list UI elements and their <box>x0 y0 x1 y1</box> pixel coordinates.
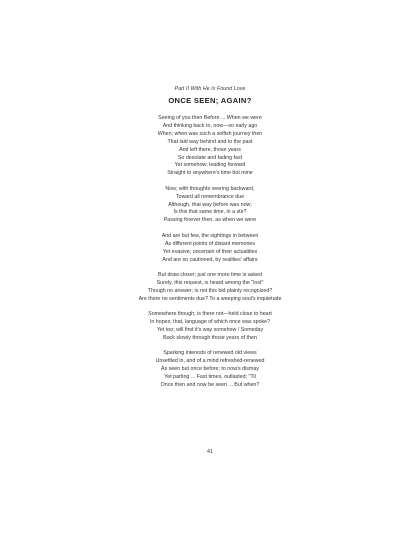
poem-line: As different points of distant memories <box>165 240 255 247</box>
page-number: 41 <box>207 449 213 455</box>
poem-line: And thinking back to, now—so early ago <box>162 122 258 129</box>
poem-line: Yet evasive; uncertain of their actualities <box>162 248 258 255</box>
poem-line: Unsettled in, and of a mind refreshed-renewed <box>155 358 265 365</box>
stanza <box>0 186 420 226</box>
poem-line: Are there no sentiments due? To a weeping soul's inquietude <box>138 295 282 302</box>
poem-line: Yet somehow; leading forward <box>174 162 246 169</box>
stanza <box>0 350 420 390</box>
poem-line: Passing forever then, as when we were <box>163 217 257 224</box>
poem-line: And are but few, the sightings in between <box>161 232 259 239</box>
stanza <box>0 115 420 178</box>
section-label: Part II With He Is Found Love <box>174 86 246 92</box>
poem-line: As seen but once before; to now's dismay <box>161 365 259 372</box>
poem-line: And left there, those years <box>179 146 241 153</box>
poem-line: Though no answer; is not this bid plainly recognized? <box>147 287 273 294</box>
poem-line: Somewhere though; is there not—held close to heart <box>148 311 272 318</box>
poem-line: Yet parting ... Fast times, outlasted; "Til <box>164 373 256 380</box>
poem-line: But draw closer; just one more time is asked <box>158 271 262 278</box>
poem-line: When; when was such a selfish journey then <box>157 130 263 137</box>
poem-line: Although, that way before was now; <box>168 201 252 208</box>
poem-line: Yet too; will find it's way somehow / Someday <box>156 326 264 333</box>
stanza <box>0 311 420 343</box>
stanza <box>0 272 420 304</box>
poem-line: Straight to anywhere's time but mine <box>167 170 253 177</box>
poem-line: And are so cautioned, by realities' affairs <box>162 256 258 263</box>
poem-line: Is this that same time, in a stir? <box>173 209 247 216</box>
poem-line: Once then and now be seen ... But when? <box>160 381 260 388</box>
poem-line: Surely, this request, is heard among the "lost" <box>156 279 264 286</box>
poem-line: That laid way behind and to the past <box>167 138 253 145</box>
poem-title: ONCE SEEN; AGAIN? <box>168 96 252 105</box>
poem-line: Back slowly through those years of then <box>163 334 257 341</box>
stanza <box>0 233 420 265</box>
poem-line: So desolate and fading fast <box>177 154 243 161</box>
poem-line: Toward all remembrance due <box>175 193 245 200</box>
poem-body <box>0 115 420 397</box>
poem-line: Now; with thoughts veering backward, <box>165 185 255 192</box>
poem-line: In hopes; that, language of which once was spoke? <box>149 318 271 325</box>
poem-line: Sparking interests of renewed old views <box>163 350 257 357</box>
poem-line: Seeing of you then Before ... When we were <box>158 115 262 121</box>
